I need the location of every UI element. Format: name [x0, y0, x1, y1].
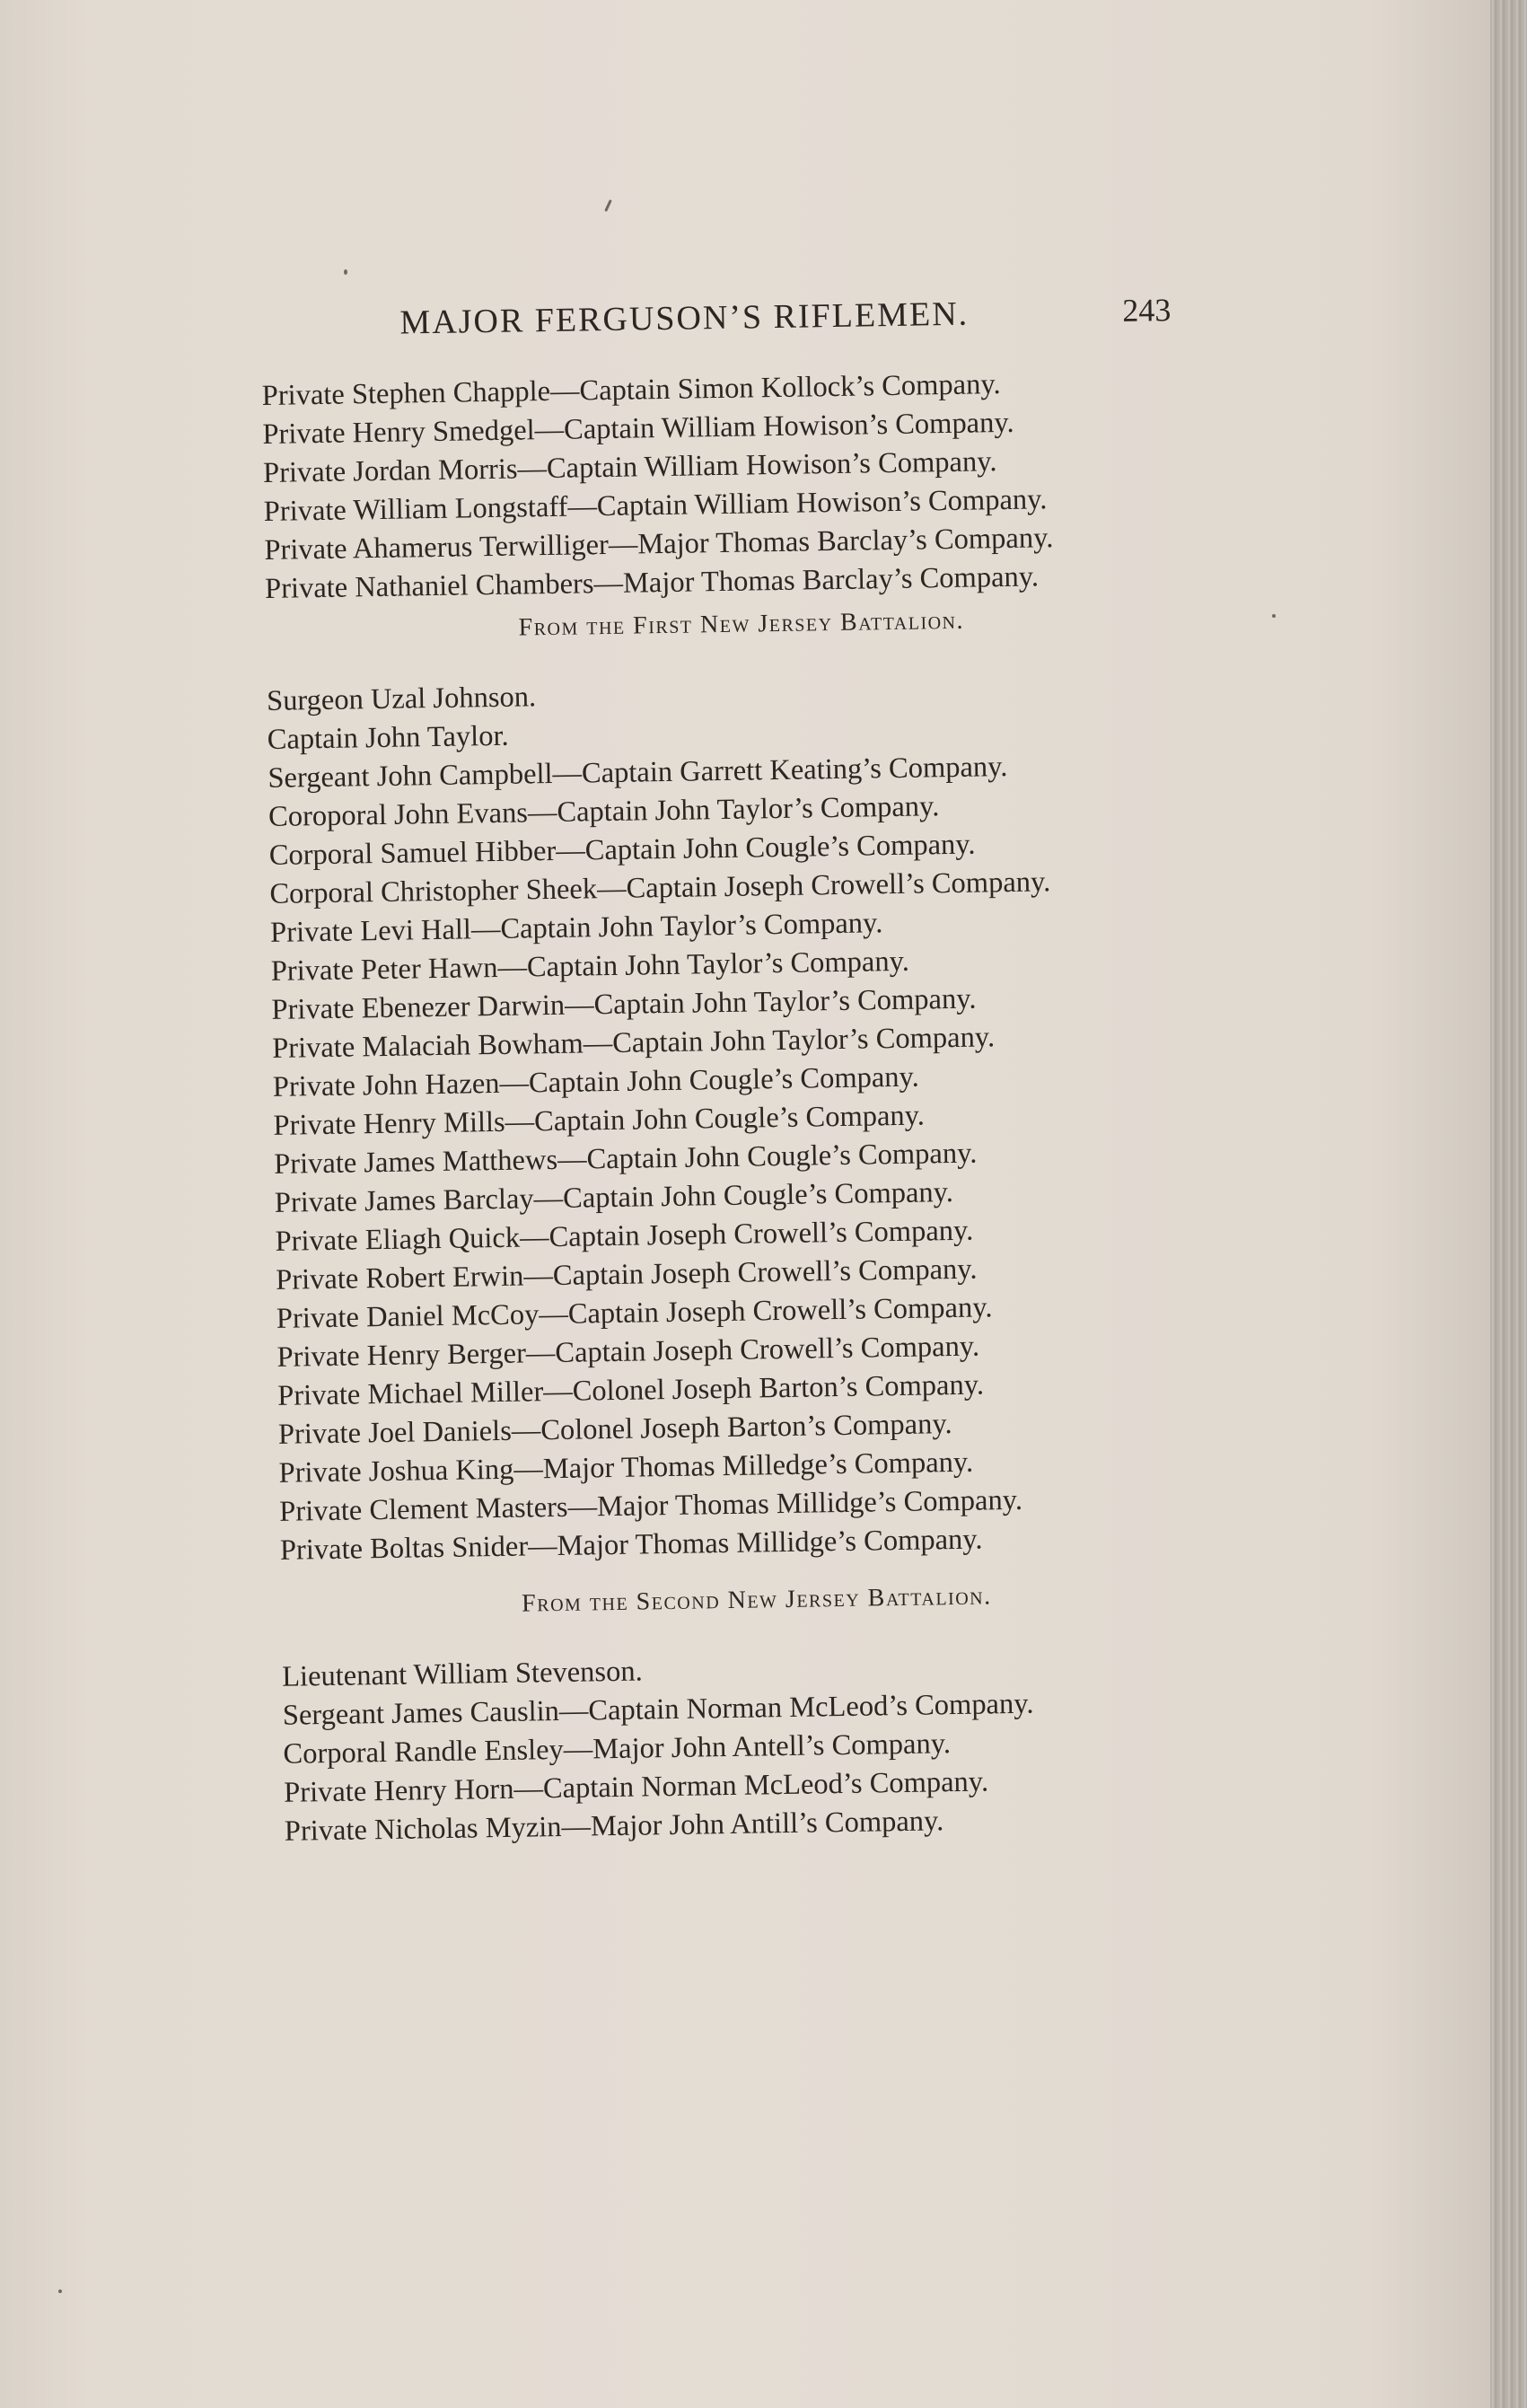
roster-entry: Sergeant James Causlin—Captain Norman McLeod’s Company. — [282, 1687, 1034, 1732]
roster-entry: Private James Barclay—Captain John Cougle’s Company. — [274, 1176, 954, 1219]
roster-entry: Private William Longstaff—Captain William Howison’s Company. — [263, 483, 1048, 528]
roster-entry: Private Robert Erwin—Captain Joseph Crowell’s Company. — [275, 1252, 978, 1296]
roster-entry: Private Henry Smedgel—Captain William Howison’s Company. — [262, 406, 1014, 451]
roster-entry: Private Daniel McCoy—Captain Joseph Crowell’s Company. — [276, 1291, 993, 1335]
roster-entry: Private Levi Hall—Captain John Taylor’s Company. — [269, 907, 883, 949]
running-head — [260, 281, 1213, 350]
roster-entry: Private Henry Mills—Captain John Cougle’s Company. — [273, 1099, 926, 1142]
roster-entry: Private Nathaniel Chambers—Major Thomas Barclay’s Company. — [264, 560, 1040, 605]
roster-entry: Corporal Samuel Hibber—Captain John Cougle’s Company. — [268, 828, 976, 872]
roster-entry: Corporal Christopher Sheek—Captain Joseph Crowell’s Company. — [269, 866, 1051, 910]
roster-entry: Private Ebenezer Darwin—Captain John Taylor’s Company. — [271, 982, 977, 1026]
roster-entry: Private Henry Berger—Captain Joseph Crowell’s Company. — [276, 1330, 980, 1374]
paper-speck — [604, 199, 612, 212]
roster-entry: Private John Hazen—Captain John Cougle’s Company. — [272, 1060, 920, 1103]
section-heading-first-battalion: From the First New Jersey Battalion. — [518, 606, 965, 642]
roster-entry: Private Stephen Chapple—Captain Simon Kollock’s Company. — [261, 368, 1001, 412]
roster-entry: Private Jordan Morris—Captain William Howison’s Company. — [262, 445, 997, 489]
roster-entry: Captain John Taylor. — [267, 719, 509, 756]
roster-entry: Private Eliagh Quick—Captain Joseph Crowell’s Company. — [275, 1214, 974, 1258]
paper-speck — [344, 269, 347, 275]
page-number: 243 — [1122, 292, 1172, 329]
roster-entry: Surgeon Uzal Johnson. — [266, 681, 537, 717]
roster-entry: Private Joshua King—Major Thomas Milledge’s Company. — [278, 1446, 974, 1490]
roster-entry: Corporal Randle Ensley—Major John Antell’s Company. — [283, 1727, 952, 1771]
roster-entry: Private Peter Hawn—Captain John Taylor’s Company. — [270, 945, 910, 988]
roster-entry: Private Boltas Snider—Major Thomas Millidge’s Company. — [279, 1523, 983, 1567]
roster-entry: Private Malaciah Bowham—Captain John Taylor’s Company. — [271, 1021, 996, 1065]
page-text-block — [260, 281, 1236, 1850]
running-title: MAJOR FERGUSON’S RIFLEMEN. — [399, 294, 970, 342]
paper-speck — [1272, 614, 1276, 618]
roster-entry: Private Joel Daniels—Colonel Joseph Barton’s Company. — [277, 1408, 952, 1451]
roster-entry: Private Ahamerus Terwilliger—Major Thomas Barclay’s Company. — [264, 522, 1054, 567]
roster-entry: Coroporal John Evans—Captain John Taylor’s Company. — [268, 790, 940, 833]
roster-entry: Lieutenant William Stevenson. — [281, 1655, 643, 1693]
paper-speck — [58, 2289, 62, 2293]
roster-entry: Private James Matthews—Captain John Cougle’s Company. — [273, 1137, 978, 1181]
book-gutter-edge — [1490, 0, 1527, 2408]
roster-entry: Private Nicholas Myzin—Major John Antill’s Company. — [284, 1805, 944, 1848]
section-heading-second-battalion: From the Second New Jersey Battalion. — [521, 1582, 992, 1618]
roster-entry: Sergeant John Campbell—Captain Garrett Keating’s Company. — [268, 750, 1008, 795]
roster-entry: Private Henry Horn—Captain Norman McLeod’s Company. — [283, 1765, 989, 1809]
roster-entry: Private Clement Masters—Major Thomas Millidge’s Company. — [278, 1483, 1023, 1528]
roster-entry: Private Michael Miller—Colonel Joseph Barton’s Company. — [276, 1368, 985, 1412]
